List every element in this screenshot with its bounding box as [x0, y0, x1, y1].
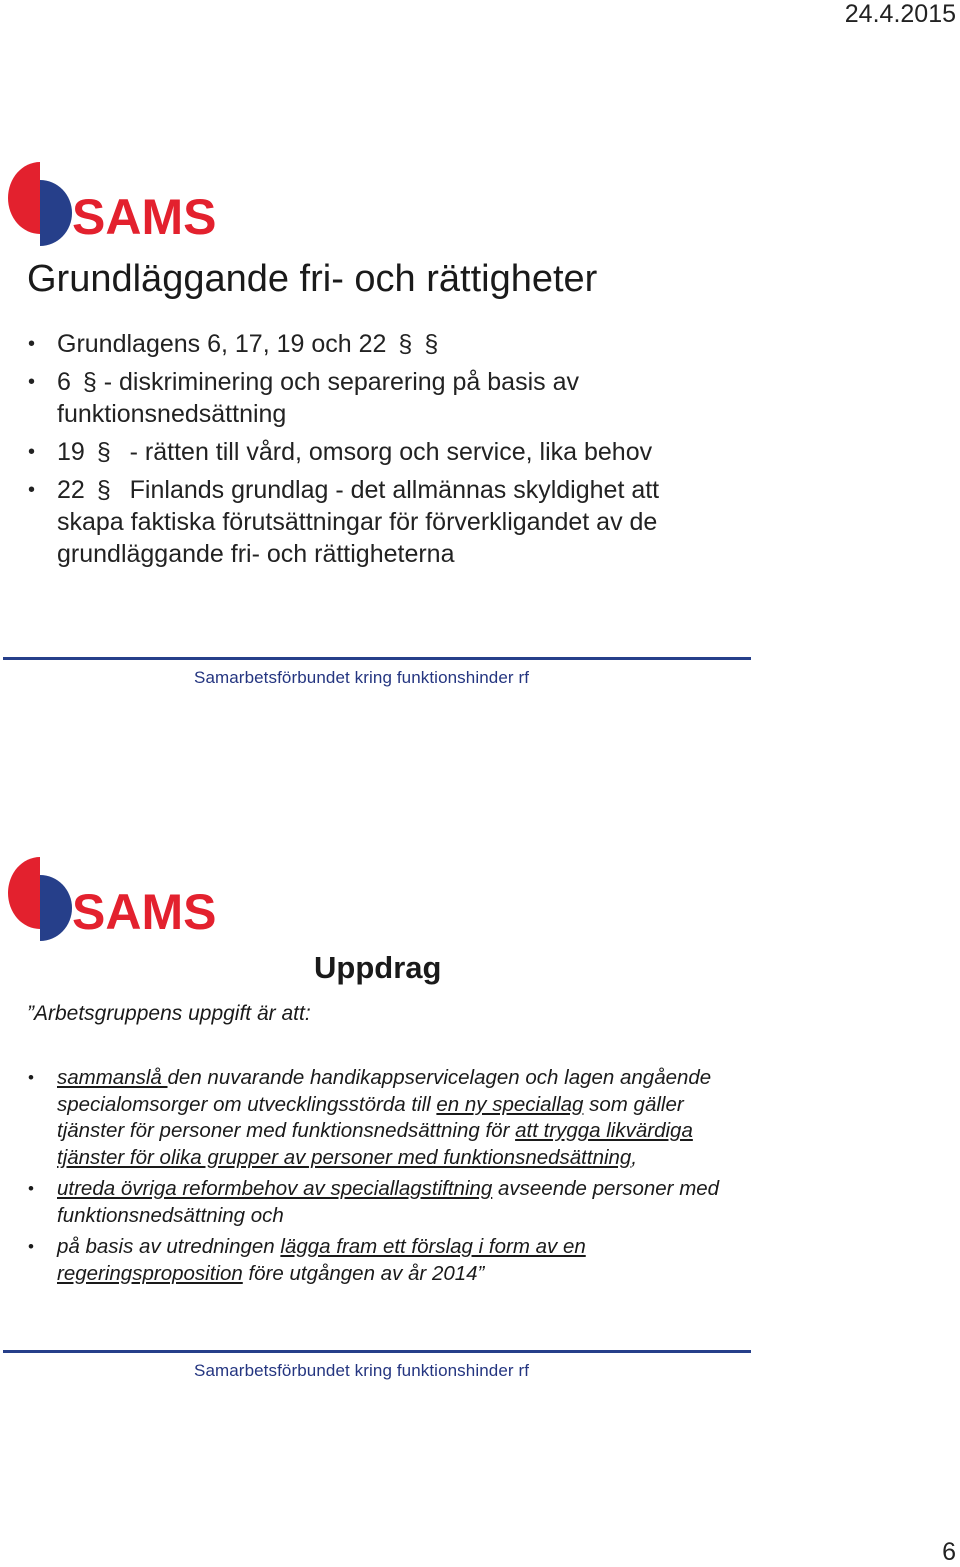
logo-text: SAMS — [72, 884, 216, 940]
list-item: • på basis av utredningen lägga fram ett förslag i form av en regeringsproposition före utgången av år 2014” — [28, 1234, 728, 1287]
footer-rule — [3, 1350, 751, 1353]
footer-organization: Samarbetsförbundet kring funktionshinder rf — [194, 1361, 530, 1380]
list-item: • sammanslå den nuvarande handikappservicelagen och lagen angående specialomsorger om utvecklingsstörda till en ny speciallag som gäller tjänster för personer med funktionsnedsättning för att trygga likvärdiga tjänster för olika grupper av personer med funktionsnedsättning, — [28, 1065, 728, 1171]
assignment-list — [28, 1065, 728, 1292]
page-date: 24.4.2015 — [844, 0, 956, 28]
slide-fundamental-rights — [0, 150, 760, 710]
sams-logo — [4, 857, 216, 941]
list-item: • 22 § Finlands grundlag - det allmännas skyldighet att skapa faktiska förutsättningar för förverkligandet av de grundläggande fri- och rättigheterna — [28, 474, 728, 570]
logo-text: SAMS — [72, 189, 216, 245]
footer-organization: Samarbetsförbundet kring funktionshinder rf — [194, 668, 530, 687]
slide-title: Grundläggande fri- och rättigheter — [27, 258, 598, 300]
page-number: 6 — [942, 1538, 956, 1566]
list-item: • 6 § - diskriminering och separering på basis av funktionsnedsättning — [28, 366, 728, 430]
footer-rule — [3, 657, 751, 660]
list-item: • 19 § - rätten till vård, omsorg och service, lika behov — [28, 436, 728, 468]
sams-logo — [4, 162, 216, 246]
slide-assignment — [0, 845, 760, 1405]
list-item: • utreda övriga reformbehov av speciallagstiftning avseende personer med funktionsnedsättning och — [28, 1176, 728, 1229]
list-item: • Grundlagens 6, 17, 19 och 22 § § — [28, 328, 728, 360]
rights-list — [28, 328, 728, 576]
intro-text: ”Arbetsgruppens uppgift är att: — [27, 1002, 311, 1025]
slide-title: Uppdrag — [314, 950, 442, 985]
